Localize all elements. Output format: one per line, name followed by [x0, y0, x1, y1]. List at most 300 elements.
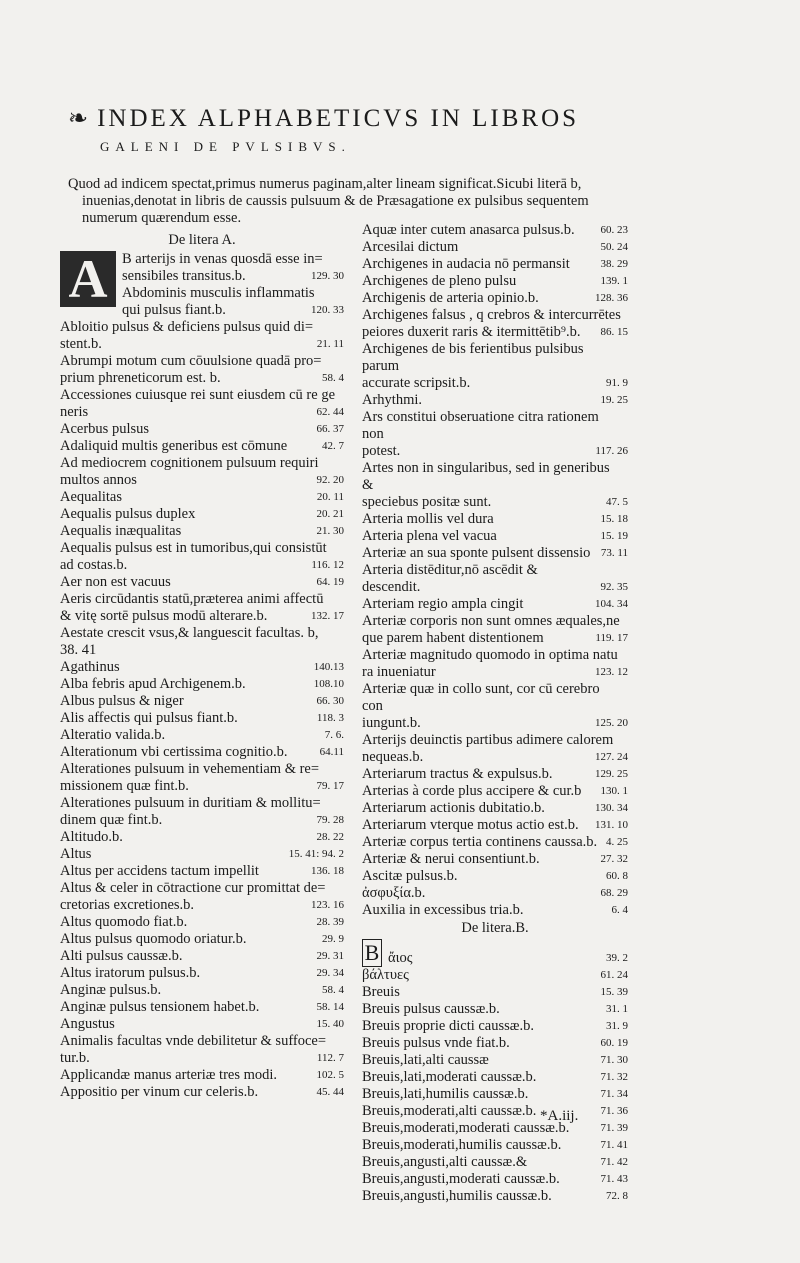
entry-reference: 127. 24	[595, 751, 628, 763]
index-entry	[60, 914, 344, 931]
entry-text: Breuis,moderati,alti caussæ.b.	[362, 1103, 537, 1119]
index-entry	[60, 829, 344, 846]
entry-reference: 129. 30	[311, 270, 344, 282]
entry-reference: 68. 29	[600, 887, 628, 899]
entry-text: Archigenes in audacia nō permansit	[362, 256, 570, 272]
index-entry	[60, 353, 344, 370]
entry-text: Arteriam regio ampla cingit	[362, 596, 524, 612]
index-entry	[60, 982, 344, 999]
index-entry	[362, 443, 628, 460]
index-entry	[362, 1018, 628, 1035]
index-entry	[362, 562, 628, 596]
entry-reference: 21. 30	[316, 525, 344, 537]
entry-reference: 123. 12	[595, 666, 628, 678]
index-entry	[362, 290, 628, 307]
entry-text: Breuis,lati,moderati caussæ.b.	[362, 1069, 537, 1085]
index-entry	[60, 387, 344, 404]
index-entry	[60, 370, 344, 387]
entry-text: Arteriarum actionis dubitatio.b.	[362, 800, 545, 816]
entry-text: Anginæ pulsus.b.	[60, 982, 162, 998]
index-entry	[362, 783, 628, 800]
entry-text: Abloitio pulsus & deficiens pulsus quid di=	[60, 319, 314, 335]
entry-text: Arcesilai dictum	[362, 239, 459, 255]
index-entry	[60, 931, 344, 948]
index-entry	[362, 1103, 628, 1120]
index-entry	[60, 846, 344, 863]
entry-text: nequeas.b.	[362, 749, 424, 765]
entry-text: & vitę sortē pulsus modū alterare.b.	[60, 608, 268, 624]
entry-text: Artes non in singularibus, sed in generibus &	[362, 460, 610, 493]
entry-reference: 38. 29	[600, 258, 628, 270]
b-entries	[362, 939, 628, 1205]
entry-text: Alterationes pulsuum in duritiam & mollitu=	[60, 795, 321, 811]
index-entry	[60, 812, 344, 829]
entry-text: Abdominis musculis inflammatis	[122, 285, 315, 301]
entry-reference: 15. 40	[316, 1018, 344, 1030]
entry-text: cretorias excretiones.b.	[60, 897, 195, 913]
index-entry	[362, 967, 628, 984]
entry-reference: 20. 21	[316, 508, 344, 520]
entry-reference: 86. 15	[600, 326, 628, 338]
entry-reference: 73. 11	[600, 547, 628, 559]
index-entry	[362, 834, 628, 851]
index-entry	[362, 222, 628, 239]
index-entry	[362, 1137, 628, 1154]
entry-text: Albus pulsus & niger	[60, 693, 184, 709]
entry-text: Breuis,moderati,humilis caussæ.b.	[362, 1137, 562, 1153]
signature-mark: *A.iij.	[540, 1108, 579, 1124]
entry-reference: 28. 39	[316, 916, 344, 928]
index-entry	[60, 897, 344, 914]
entry-text: Arterijs deuinctis partibus adimere calorem	[362, 732, 614, 748]
index-entry	[362, 324, 628, 341]
right-entries	[362, 222, 628, 919]
index-entry	[362, 409, 628, 443]
entry-reference: 58. 4	[322, 984, 344, 996]
index-entry	[362, 1069, 628, 1086]
index-entry	[60, 404, 344, 421]
entry-text: tur.b.	[60, 1050, 90, 1066]
entry-reference: 132. 17	[311, 610, 344, 622]
entry-reference: 15. 39	[600, 986, 628, 998]
entry-reference: 92. 35	[600, 581, 628, 593]
entry-text: que parem habent distentionem	[362, 630, 544, 646]
entry-text: multos annos	[60, 472, 137, 488]
intro-line: Quod ad indicem spectat,primus numerus paginam,alter lineam significat.Sicubi literā b,	[68, 176, 582, 192]
entry-text: Arteriæ quæ in collo sunt, cor cū cerebro con	[362, 681, 600, 714]
entry-text: iungunt.b.	[362, 715, 421, 731]
index-entry	[60, 710, 344, 727]
entry-text: missionem quæ fint.b.	[60, 778, 189, 794]
entry-text: Aeris circūdantis statū,præterea animi affectū	[60, 591, 324, 607]
entry-reference: 6. 4	[611, 904, 628, 916]
entry-text: Alti pulsus caussæ.b.	[60, 948, 183, 964]
entry-reference: 129. 25	[595, 768, 628, 780]
entry-reference: 130. 34	[595, 802, 628, 814]
index-entry	[60, 1016, 344, 1033]
index-entry	[60, 1084, 344, 1101]
entry-reference: 140.13	[313, 661, 344, 673]
entry-text: accurate scripsit.b.	[362, 375, 471, 391]
index-entry	[362, 984, 628, 1001]
entry-text: Altitudo.b.	[60, 829, 123, 845]
index-entry	[60, 489, 344, 506]
entry-reference: 21. 11	[316, 338, 344, 350]
entry-reference: 117. 26	[595, 445, 628, 457]
entry-text: Accessiones cuiusque rei sunt eiusdem cū re ge	[60, 387, 336, 403]
entry-text: Alterationum vbi certissima cognitio.b.	[60, 744, 288, 760]
entry-text: Breuis,angusti,humilis caussæ.b.	[362, 1188, 552, 1204]
entry-reference: 71. 41	[600, 1139, 628, 1151]
entry-reference: 108.10	[313, 678, 344, 690]
index-entry	[60, 540, 344, 557]
title-text: INDEX ALPHABETICVS IN LIBROS	[97, 104, 580, 132]
index-entry	[362, 902, 628, 919]
entry-reference: 15. 19	[600, 530, 628, 542]
index-entry	[60, 795, 344, 812]
index-entry	[60, 625, 344, 642]
index-entry	[362, 596, 628, 613]
index-entry	[362, 868, 628, 885]
entry-text: Arteria plena vel vacua	[362, 528, 497, 544]
entry-text: Breuis,angusti,alti caussæ.&	[362, 1154, 528, 1170]
index-entry	[362, 681, 628, 715]
index-entry	[60, 438, 344, 455]
entry-text: Alba febris apud Archigenem.b.	[60, 676, 246, 692]
entry-text: Abrumpi motum cum cōuulsione quadā pro=	[60, 353, 322, 369]
entry-text: sensibiles transitus.b.	[122, 268, 246, 284]
index-entry	[60, 676, 344, 693]
entry-reference: 62. 44	[316, 406, 344, 418]
index-entry	[362, 273, 628, 290]
entry-reference: 79. 28	[316, 814, 344, 826]
entry-text: prium phreneticorum est. b.	[60, 370, 221, 386]
entry-reference: 39. 2	[606, 952, 628, 964]
entry-reference: 31. 1	[606, 1003, 628, 1015]
entry-reference: 47. 5	[606, 496, 628, 508]
entry-text: Altus	[60, 846, 92, 862]
left-entries	[60, 319, 344, 1101]
entry-reference: 20. 11	[316, 491, 344, 503]
index-entry	[60, 319, 344, 336]
index-entry	[122, 285, 344, 302]
entry-text: Anginæ pulsus tensionem habet.b.	[60, 999, 260, 1015]
entry-text: B arterijs in venas quosdā esse in=	[122, 251, 323, 267]
entry-text: Arterias à corde plus accipere & cur.b	[362, 783, 582, 799]
index-entry	[362, 939, 628, 967]
entry-reference: 71. 39	[600, 1122, 628, 1134]
entry-text: Breuis,lati,alti caussæ	[362, 1052, 489, 1068]
index-entry	[362, 256, 628, 273]
entry-reference: 15. 41: 94. 2	[288, 848, 344, 860]
entry-text: βάλτυες	[362, 967, 409, 983]
index-entry	[362, 375, 628, 392]
index-entry	[60, 1033, 344, 1050]
entry-text: Arteriarum vterque motus actio est.b.	[362, 817, 579, 833]
index-entry	[362, 494, 628, 511]
entry-text: Arteriæ & nerui consentiunt.b.	[362, 851, 540, 867]
index-entry	[60, 523, 344, 540]
index-entry	[362, 1171, 628, 1188]
entry-reference: 128. 36	[595, 292, 628, 304]
entry-reference: 71. 32	[600, 1071, 628, 1083]
entry-text: Arteriæ an sua sponte pulsent dissensio	[362, 545, 591, 561]
entry-reference: 28. 22	[316, 831, 344, 843]
entry-text: Altus quomodo fiat.b.	[60, 914, 188, 930]
index-entry	[60, 863, 344, 880]
entry-text: Ascitæ pulsus.b.	[362, 868, 458, 884]
initial-block	[60, 251, 344, 319]
index-entry	[362, 613, 628, 630]
index-entry	[60, 591, 344, 608]
entry-reference: 112. 7	[316, 1052, 344, 1064]
index-entry	[60, 727, 344, 744]
entry-reference: 4. 25	[606, 836, 628, 848]
entry-text: Breuis	[362, 984, 400, 1000]
index-entry	[122, 302, 344, 319]
entry-text: Aestate crescit vsus,& languescit facultas. b,	[60, 625, 319, 641]
index-entry	[362, 715, 628, 732]
entry-text: Archigenes falsus , q crebros & intercurrētes	[362, 307, 621, 323]
index-entry	[60, 999, 344, 1016]
entry-reference: 60. 8	[606, 870, 628, 882]
entry-reference: 92. 20	[316, 474, 344, 486]
entry-reference: 66. 37	[316, 423, 344, 435]
entry-text: neris	[60, 404, 89, 420]
entry-text: Alteratio valida.b.	[60, 727, 166, 743]
entry-text: Acerbus pulsus	[60, 421, 150, 437]
section-heading-b: De litera.B.	[461, 920, 529, 936]
fleuron-icon: ❧	[68, 106, 92, 132]
entry-text: Breuis,moderati,moderati caussæ.b.	[362, 1120, 570, 1136]
index-entry	[60, 659, 344, 676]
entry-reference: 61. 24	[600, 969, 628, 981]
entry-reference: 66. 30	[316, 695, 344, 707]
index-entry	[362, 511, 628, 528]
entry-reference: 58. 4	[322, 372, 344, 384]
index-entry	[362, 1052, 628, 1069]
entry-text: Breuis proprie dicti caussæ.b.	[362, 1018, 534, 1034]
right-column	[362, 222, 628, 1205]
entry-text: Arteria distēditur,nō ascēdit & descendit.	[362, 562, 538, 595]
entry-reference: 64. 19	[316, 576, 344, 588]
entry-text: qui pulsus fiant.b.	[122, 302, 226, 318]
entry-reference: 130. 1	[600, 785, 628, 797]
index-entry	[60, 744, 344, 761]
entry-text: Alis affectis qui pulsus fiant.b.	[60, 710, 238, 726]
index-entry	[362, 800, 628, 817]
index-entry	[362, 460, 628, 494]
entry-text: speciebus positæ sunt.	[362, 494, 492, 510]
entry-reference: 64.11	[319, 746, 344, 758]
entry-reference: 71. 42	[600, 1156, 628, 1168]
entry-text: Aequalitas	[60, 489, 123, 505]
entry-text: Arteriæ corpus tertia continens caussa.b.	[362, 834, 598, 850]
entry-text: Archigenes de pleno pulsu	[362, 273, 517, 289]
entry-text: Ad mediocrem cognitionem pulsuum requiri	[60, 455, 319, 471]
decorated-initial-b: B	[362, 939, 382, 967]
entry-text: Arteriarum tractus & expulsus.b.	[362, 766, 553, 782]
entry-text: Altus & celer in cōtractione cur promittat de=	[60, 880, 326, 896]
section-heading-a: De litera A.	[168, 232, 236, 248]
entry-reference: 31. 9	[606, 1020, 628, 1032]
index-entry	[60, 948, 344, 965]
entry-text: Appositio per vinum cur celeris.b.	[60, 1084, 259, 1100]
entry-reference: 29. 34	[316, 967, 344, 979]
entry-text: dinem quæ fint.b.	[60, 812, 163, 828]
entry-text: Arhythmi.	[362, 392, 423, 408]
entry-text: Adaliquid multis generibus est cōmune	[60, 438, 288, 454]
index-entry	[362, 885, 628, 902]
entry-reference: 29. 9	[322, 933, 344, 945]
entry-reference: 91. 9	[606, 377, 628, 389]
entry-reference: 42. 7	[322, 440, 344, 452]
entry-text: Aer non est vacuus	[60, 574, 171, 590]
entry-text: ad costas.b.	[60, 557, 128, 573]
entry-text: Altus per accidens tactum impellit	[60, 863, 259, 879]
index-entry	[60, 506, 344, 523]
entry-text: Aequalis inæqualitas	[60, 523, 182, 539]
entry-reference: 71. 43	[600, 1173, 628, 1185]
entry-reference: 19. 25	[600, 394, 628, 406]
index-entry	[362, 664, 628, 681]
index-entry	[60, 574, 344, 591]
entry-reference: 131. 10	[595, 819, 628, 831]
entry-reference: 60. 19	[600, 1037, 628, 1049]
index-entry	[362, 528, 628, 545]
index-entry	[362, 239, 628, 256]
entry-text: ra inueniatur	[362, 664, 436, 680]
entry-reference: 27. 32	[600, 853, 628, 865]
intro-paragraph	[68, 176, 628, 227]
index-entry	[60, 557, 344, 574]
index-entry	[60, 761, 344, 778]
index-entry	[60, 472, 344, 489]
entry-text: Breuis,lati,humilis caussæ.b.	[362, 1086, 529, 1102]
entry-text: stent.b.	[60, 336, 102, 352]
entry-text: Auxilia in excessibus tria.b.	[362, 902, 524, 918]
index-entry	[362, 1086, 628, 1103]
index-entry	[362, 1120, 628, 1137]
entry-reference: 120. 33	[311, 304, 344, 316]
entry-reference: 139. 1	[600, 275, 628, 287]
entry-text: Aequalis pulsus est in tumoribus,qui consistūt	[60, 540, 327, 556]
index-entry	[362, 545, 628, 562]
index-entry	[362, 766, 628, 783]
intro-line: numerum quærendum esse.	[82, 210, 242, 226]
entry-reference: 123. 16	[311, 899, 344, 911]
entry-text: Breuis pulsus vnde fiat.b.	[362, 1035, 510, 1051]
entry-text: Archigenes de bis ferientibus pulsibus parum	[362, 341, 584, 374]
index-entry	[122, 251, 344, 268]
entry-reference: 71. 36	[600, 1105, 628, 1117]
entry-text: Aquæ inter cutem anasarca pulsus.b.	[362, 222, 575, 238]
left-column	[60, 232, 344, 1101]
index-entry	[60, 421, 344, 438]
entry-text: Arteriæ corporis non sunt omnes æquales,ne	[362, 613, 620, 629]
entry-reference: 50. 24	[600, 241, 628, 253]
index-entry	[60, 693, 344, 710]
entry-text: Archigenis de arteria opinio.b.	[362, 290, 539, 306]
entry-reference: 15. 18	[600, 513, 628, 525]
index-entry	[362, 732, 628, 749]
entry-text: Aequalis pulsus duplex	[60, 506, 196, 522]
entry-text: Alterationes pulsuum in vehementiam & re=	[60, 761, 320, 777]
page-header	[68, 104, 628, 155]
index-entry	[362, 1188, 628, 1205]
entry-reference: 71. 30	[600, 1054, 628, 1066]
entry-reference: 119. 17	[595, 632, 628, 644]
index-entry	[362, 851, 628, 868]
entry-reference: 102. 5	[316, 1069, 344, 1081]
index-entry	[60, 1067, 344, 1084]
index-entry	[122, 268, 344, 285]
entry-reference: 79. 17	[316, 780, 344, 792]
initial-lines	[122, 251, 344, 319]
index-subtitle: GALENI DE PVLSIBVS.	[100, 139, 351, 154]
entry-text: Applicandæ manus arteriæ tres modi.	[60, 1067, 278, 1083]
entry-text: Breuis,angusti,moderati caussæ.b.	[362, 1171, 560, 1187]
index-entry	[362, 647, 628, 664]
entry-text: Altus pulsus quomodo oriatur.b.	[60, 931, 247, 947]
entry-reference: 125. 20	[595, 717, 628, 729]
intro-line: inuenias,denotat in libris de caussis pulsuum & de Præsagatione ex pulsibus sequentem	[82, 193, 589, 209]
index-entry	[60, 642, 344, 659]
entry-text: peiores duxerit raris & itermittētib⁹.b.	[362, 324, 581, 340]
entry-text: Animalis facultas vnde debilitetur & suffoce=	[60, 1033, 327, 1049]
index-entry	[362, 1154, 628, 1171]
entry-text: Angustus	[60, 1016, 115, 1032]
index-entry	[60, 608, 344, 625]
index-entry	[362, 1001, 628, 1018]
index-entry	[60, 1050, 344, 1067]
index-entry	[60, 336, 344, 353]
entry-text: Arteria mollis vel dura	[362, 511, 494, 527]
entry-text: Arteriæ magnitudo quomodo in optima natu	[362, 647, 618, 663]
entry-reference: 60. 23	[600, 224, 628, 236]
entry-reference: 7. 6.	[324, 729, 344, 741]
index-entry	[362, 392, 628, 409]
entry-text: potest.	[362, 443, 401, 459]
index-entry	[60, 778, 344, 795]
index-entry	[362, 749, 628, 766]
index-entry	[60, 965, 344, 982]
entry-reference: 45. 44	[316, 1086, 344, 1098]
entry-text: Ars constitui obseruatione citra rationem non	[362, 409, 599, 442]
entry-reference: 118. 3	[316, 712, 344, 724]
entry-text: ἀσφυξία.b.	[362, 885, 426, 901]
index-entry	[60, 455, 344, 472]
entry-reference: 116. 12	[311, 559, 344, 571]
decorated-initial-a: A	[60, 251, 116, 307]
index-entry	[60, 880, 344, 897]
index-entry	[362, 341, 628, 375]
entry-reference: 58. 14	[316, 1001, 344, 1013]
entry-text: ἄιος	[388, 950, 413, 966]
index-entry	[362, 307, 628, 324]
entry-reference: 72. 8	[606, 1190, 628, 1202]
entry-text: Altus iratorum pulsus.b.	[60, 965, 201, 981]
entry-reference: 136. 18	[311, 865, 344, 877]
entry-reference: 71. 34	[600, 1088, 628, 1100]
entry-text: Agathinus	[60, 659, 120, 675]
index-entry	[362, 1035, 628, 1052]
index-entry	[362, 630, 628, 647]
entry-text: Breuis pulsus caussæ.b.	[362, 1001, 500, 1017]
entry-reference: 104. 34	[595, 598, 628, 610]
entry-text: 38. 41	[60, 642, 97, 658]
index-entry	[362, 817, 628, 834]
